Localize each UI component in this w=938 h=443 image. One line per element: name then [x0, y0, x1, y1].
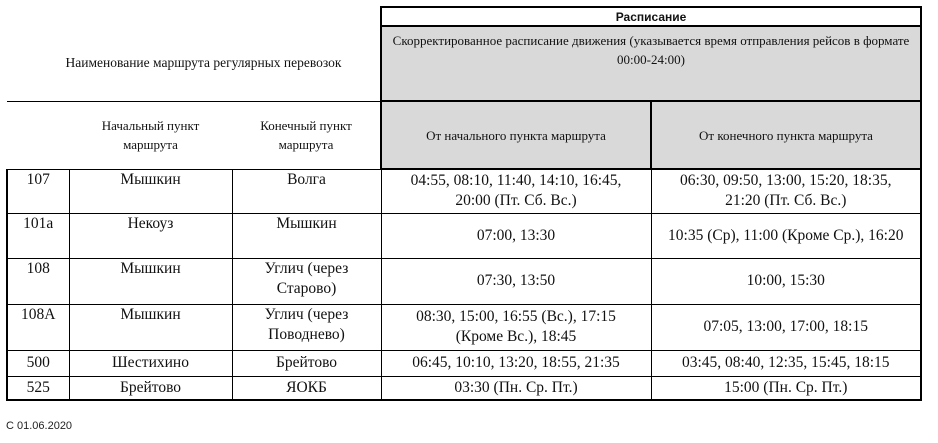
schedule-table: [6, 6, 922, 401]
schedule-table-wrapper: [6, 6, 922, 401]
table-row: [7, 169, 921, 213]
route-number: 500: [7, 350, 69, 376]
route-start: Мышкин: [69, 169, 232, 213]
route-number: 101а: [7, 213, 69, 258]
route-number: 525: [7, 376, 69, 400]
table-row: [7, 213, 921, 258]
route-number: 107: [7, 169, 69, 213]
route-from-end: 15:00 (Пн. Ср. Пт.): [651, 376, 921, 400]
effective-date-note: С 01.06.2020: [6, 420, 73, 432]
route-from-end: 07:05, 13:00, 17:00, 18:15: [651, 304, 921, 350]
adjusted-schedule-header: [381, 26, 921, 101]
route-from-start: 06:45, 10:10, 13:20, 18:55, 21:35: [381, 350, 651, 376]
route-start: Мышкин: [69, 304, 232, 350]
route-from-end: 10:00, 15:30: [651, 258, 921, 304]
from-end-header: От конечного пункта маршрута: [651, 101, 921, 169]
route-from-end: 03:45, 08:40, 12:35, 15:45, 18:15: [651, 350, 921, 376]
route-from-start: 07:30, 13:50: [381, 258, 651, 304]
end-point-header: Конечный пункт маршрута: [232, 101, 381, 169]
route-start: Шестихино: [69, 350, 232, 376]
route-from-start: 07:00, 13:30: [381, 213, 651, 258]
route-number: 108: [7, 258, 69, 304]
route-end: Волга: [232, 169, 381, 213]
route-end: Брейтово: [232, 350, 381, 376]
route-start: Брейтово: [69, 376, 232, 400]
route-start: Некоуз: [69, 213, 232, 258]
route-from-start: 03:30 (Пн. Ср. Пт.): [381, 376, 651, 400]
route-end: Углич (через Старово): [232, 258, 381, 304]
table-row: [7, 350, 921, 376]
route-from-end: 10:35 (Ср), 11:00 (Кроме Ср.), 16:20: [651, 213, 921, 258]
route-name-header-text: Наименование маршрута регулярных перевозок: [65, 55, 342, 71]
route-number: 108А: [7, 304, 69, 350]
route-from-end: 06:30, 09:50, 13:00, 15:20, 18:35, 21:20 (Пт. Сб. Вс.): [651, 169, 921, 213]
route-start: Мышкин: [69, 258, 232, 304]
schedule-header: Расписание: [381, 7, 921, 26]
route-end: Мышкин: [232, 213, 381, 258]
adjusted-schedule-header-text: Скорректированное расписание движения (указывается время отправления рейсов в формате 00:00-24:00): [392, 33, 910, 67]
route-end: ЯОКБ: [232, 376, 381, 400]
route-from-start: 04:55, 08:10, 11:40, 14:10, 16:45, 20:00 (Пт. Сб. Вс.): [381, 169, 651, 213]
route-name-header: [7, 26, 381, 101]
route-from-start: 08:30, 15:00, 16:55 (Вс.), 17:15 (Кроме Вс.), 18:45: [381, 304, 651, 350]
start-point-header: Начальный пункт маршрута: [69, 101, 232, 169]
route-end: Углич (через Поводнево): [232, 304, 381, 350]
num-header: [7, 101, 69, 169]
table-row: [7, 258, 921, 304]
table-row: [7, 304, 921, 350]
table-row: [7, 376, 921, 400]
blank-corner: [7, 7, 381, 26]
from-start-header: От начального пункта маршрута: [381, 101, 651, 169]
